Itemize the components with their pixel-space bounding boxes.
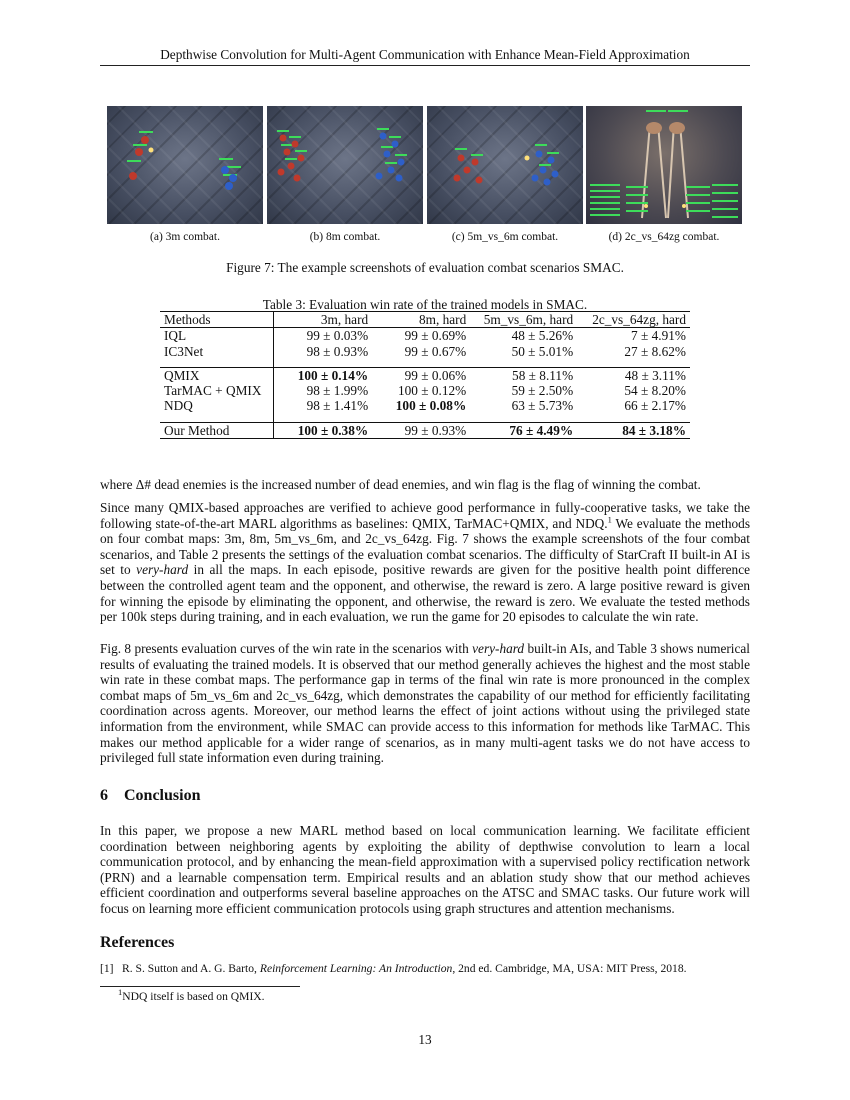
- scene-5m-vs-6m: [427, 106, 583, 224]
- row-method: TarMAC + QMIX: [164, 383, 262, 399]
- table-cell: 58 ± 8.11%: [470, 367, 577, 383]
- section-heading-conclusion: 6 Conclusion: [100, 787, 201, 804]
- footnote-rule: [100, 986, 300, 987]
- table-cell: 50 ± 5.01%: [511, 343, 574, 359]
- header-2c-vs-64zg: 2c_vs_64zg, hard: [577, 312, 690, 328]
- table-cell-best: 84 ± 3.18%: [577, 422, 690, 438]
- table-cell: 48 ± 3.11%: [577, 367, 690, 383]
- screenshot-3m: [107, 106, 263, 224]
- table-cell: 54 ± 8.20%: [624, 383, 686, 399]
- table-cell: 99 ± 0.67%: [404, 343, 467, 359]
- table-cell-best: 100 ± 0.08%: [395, 398, 467, 414]
- table-cell: 59 ± 2.50%: [511, 383, 574, 399]
- header-methods: Methods: [160, 312, 274, 328]
- figure-caption: Figure 7: The example screenshots of evaluation combat scenarios SMAC.: [226, 260, 624, 275]
- scene-8m: [267, 106, 423, 224]
- results-table: [160, 311, 690, 439]
- table-cell: 99 ± 0.06%: [372, 367, 470, 383]
- subcaption-d: (d) 2c_vs_64zg combat.: [608, 231, 720, 243]
- subcaption-b: (b) 8m combat.: [309, 231, 381, 243]
- table-header-row: [160, 312, 690, 328]
- table-cell-best: 100 ± 0.14%: [281, 367, 372, 383]
- table-cell: 98 ± 0.93%: [306, 343, 369, 359]
- header-3m: 3m, hard: [281, 312, 372, 328]
- table-cell: 99 ± 0.03%: [281, 328, 372, 344]
- footnote-mark: 1: [607, 514, 612, 525]
- header-rule: [100, 65, 750, 66]
- table-cell: 98 ± 1.99%: [306, 383, 369, 399]
- header-8m: 8m, hard: [372, 312, 470, 328]
- table-cell: 98 ± 1.41%: [306, 398, 369, 414]
- subcaption-c: (c) 5m_vs_6m combat.: [451, 231, 559, 243]
- table-cell: 100 ± 0.12%: [398, 383, 467, 399]
- running-title: Depthwise Convolution for Multi-Agent Communication with Enhance Mean-Field Approximation: [160, 47, 690, 62]
- header-5m-vs-6m: 5m_vs_6m, hard: [470, 312, 577, 328]
- table-row: [160, 328, 690, 344]
- section-heading-references: References: [100, 934, 175, 951]
- table-cell: 99 ± 0.69%: [372, 328, 470, 344]
- subcaption-a: (a) 3m combat.: [150, 231, 220, 243]
- screenshot-5m-vs-6m: [427, 106, 583, 224]
- scene-2c-vs-64zg: [586, 106, 742, 224]
- row-method: Our Method: [160, 422, 274, 438]
- table-cell: 48 ± 5.26%: [470, 328, 577, 344]
- table-row: [160, 383, 690, 398]
- scene-3m: [107, 106, 263, 224]
- figure-7: [107, 106, 742, 224]
- screenshot-8m: [267, 106, 423, 224]
- reference-item: [1] R. S. Sutton and A. G. Barto, Reinforcement Learning: An Introduction, 2nd ed. Cambridge, MA, USA: MIT Press, 2018.: [100, 962, 687, 975]
- paragraph-results: Fig. 8 presents evaluation curves of the win rate in the scenarios with very-hard built-in AIs, and Table 3 shows numerical results of evaluating the trained models. It is observed that our method generally achieves the highest and the most stable win rate in these combat maps. The performance gap in terms of the final win rate is more pronounced in the complex combat maps of 5m_vs_6m and 2c_vs_64zg, which demonstrates the capability of our method for efficiently facilitating coordination across agents. Moreover, our method learns the effect of joint actions without using the privileged state information from the environment, while SMAC can provide access to this information for methods like TarMAC. This makes our method applicable for a wider range of scenarios, as in many multi-agent tasks we do not have access to privileged full state information even during training.: [100, 641, 751, 766]
- table-row: [160, 422, 690, 438]
- paragraph-conclusion: In this paper, we propose a new MARL method based on local communication learning. We facilitate efficient coordination between neighboring agents by exploiting the ability of depthwise convolution to learn a local communication protocol, and by enhancing the mean-field approximation with a supervised policy rectification network (PRN) and a learnable compensation term. Empirical results and an ablation study show that our method achieves efficient coordination and outperforms several baseline approaches on the ATSC and SMAC tasks. Our future work will focus on learning more efficient communication protocols using graph structures and attention mechanisms.: [100, 823, 750, 916]
- paragraph-reward: where Δ# dead enemies is the increased number of dead enemies, and win flag is the flag of winning the combat.: [100, 477, 701, 492]
- table-cell: 63 ± 5.73%: [511, 398, 574, 414]
- page-number: 13: [418, 1032, 432, 1047]
- row-method: IC3Net: [164, 343, 204, 359]
- paragraph-baselines: Since many QMIX-based approaches are verified to achieve good performance in fully-cooperative tasks, we take the following state-of-the-art MARL algorithms as baselines: QMIX, TarMAC+QMIX, and NDQ.$^1$ We evaluate the methods on four combat maps: 3m, 8m, 5m_vs_6m, and 2c_vs_64zg. Fig. 7 shows the example screenshots of the four combat scenarios, and Table 2 presents the settings of the evaluation combat scenarios. The difficulty of StarCraft II built-in AI is set to very-hard in all the maps. In each episode, positive rewards are given for the positive health point difference between the controlled agent team and the opponent, and otherwise, the reward is zero. A large positive reward is given for winning the episode by eliminating the opponent, and otherwise, the reward is zero. We evaluate the tested methods per 100k steps during training, and in each evaluation, we run the game for 20 episodes to calculate the win rate.: [100, 500, 750, 625]
- row-method: IQL: [160, 328, 274, 344]
- table-row: [160, 367, 690, 383]
- table-cell: 99 ± 0.93%: [372, 422, 470, 438]
- footnote: $^1$NDQ itself is based on QMIX.: [118, 987, 265, 1003]
- screenshot-2c-vs-64zg: [586, 106, 742, 224]
- table-row: [160, 344, 690, 359]
- table-row: [160, 398, 690, 413]
- table-cell: 7 ± 4.91%: [577, 328, 690, 344]
- table-cell: 66 ± 2.17%: [624, 398, 686, 414]
- row-method: NDQ: [164, 398, 193, 414]
- table-cell: 27 ± 8.62%: [624, 343, 686, 359]
- table-cell-best: 76 ± 4.49%: [470, 422, 577, 438]
- table-caption: Table 3: Evaluation win rate of the trained models in SMAC.: [262, 297, 588, 312]
- row-method: QMIX: [160, 367, 274, 383]
- table-cell-best: 100 ± 0.38%: [281, 422, 372, 438]
